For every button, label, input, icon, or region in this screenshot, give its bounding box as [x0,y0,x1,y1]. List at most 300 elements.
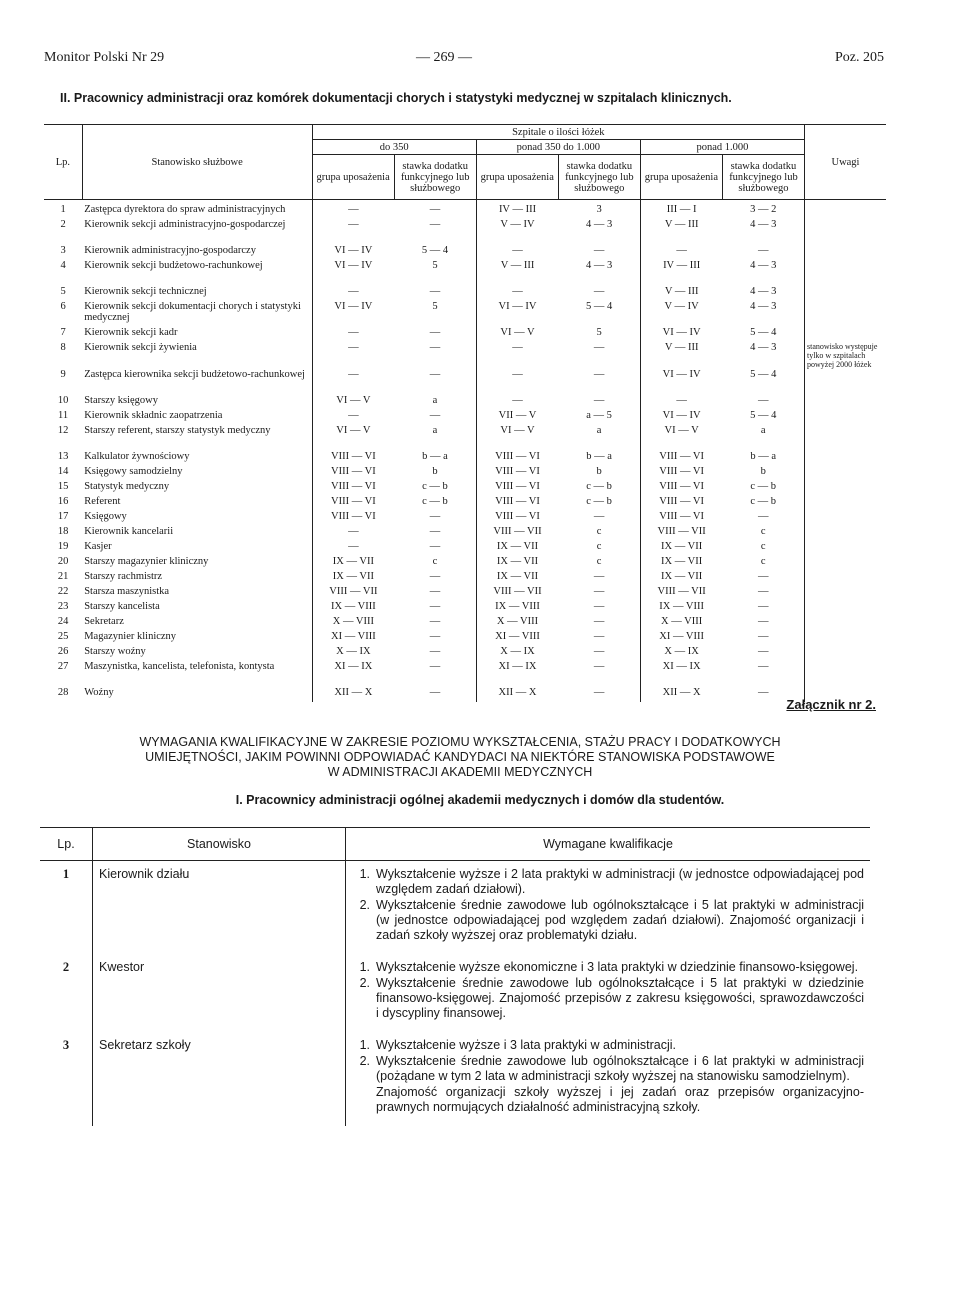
row-stawka: — [757,616,769,627]
row-uwagi [804,200,886,220]
requirement-text: Wykształcenie wyższe ekonomiczne i 3 lata praktyki w dziedzinie finansowo-księgowej. [376,960,859,974]
requirement-item [346,867,864,897]
row-stawka: c [760,541,766,552]
table-row [44,571,886,586]
row-grupa: — [476,369,558,395]
row-stawka: b — a [422,451,448,462]
row-grupa: XI — VIII [312,631,394,646]
row-number: 17 [57,511,69,522]
row-grupa: X — IX [312,646,394,661]
table-row [44,511,886,526]
row-grupa: — [312,410,394,425]
requirement-number: 2. [359,976,370,990]
row-grupa: VI — V [312,395,394,410]
row-grupa: IX — VII [312,556,394,571]
row-grupa: — [312,327,394,342]
row-stawka: 4 — 3 [750,260,777,271]
row-number: 9 [60,369,66,380]
row-stawka: 4 — 3 [750,342,777,353]
row-grupa: VIII — VII [476,526,558,541]
row-position: Starszy woźny [84,646,146,657]
table-row [44,369,886,395]
table-row [44,541,886,556]
row-stawka: 4 — 3 [585,219,613,230]
row-grupa: X — VIII [312,616,394,631]
row-grupa: VIII — VI [312,511,394,526]
row-number: 24 [57,616,69,627]
row-grupa: X — VIII [476,616,558,631]
table-row [44,451,886,466]
row-number: 1 [60,204,66,215]
row-grupa: XI — IX [312,661,394,687]
row-number: 12 [57,425,69,436]
table-row [44,661,886,687]
row-stawka: a [432,425,438,436]
row-grupa: XII — X [640,687,722,702]
row-stawka: b — a [586,451,612,462]
row-stawka: c — b [422,481,448,492]
attachment-label: Załącznik nr 2. [786,697,876,712]
qualifications-table-body [40,861,870,1127]
row-number: 10 [57,395,69,406]
row-grupa: XI — VIII [640,631,722,646]
row-stawka: b [596,466,602,477]
row-grupa: — [312,342,394,369]
table-row [44,601,886,616]
row-stawka: a [596,425,602,436]
row-uwagi [804,260,886,286]
row-grupa: VI — V [476,327,558,342]
requirement-text: Wykształcenie średnie zawodowe lub ogólnokształcące i 6 lat praktyki w administracji (pożądane w tym 2 lata w administracji szkoły wyższej na stanowisku samodzielnym). [376,1054,864,1083]
row-stawka: — [593,631,605,642]
row-stawka: — [429,616,441,627]
col-stawka: stawka dodatku funkcyjnego lub służbowego [394,155,476,200]
row-number: 22 [57,586,69,597]
row-stawka: — [429,646,441,657]
row-grupa: XI — IX [640,661,722,687]
row-uwagi [804,451,886,466]
table-row [44,395,886,410]
row-grupa: VIII — VI [640,496,722,511]
row-grupa: IX — VIII [476,601,558,616]
row-uwagi [804,661,886,687]
row-grupa: VIII — VI [476,496,558,511]
row-number: 4 [60,260,66,271]
positions-table-body [44,200,886,703]
row-number: 6 [60,301,66,312]
row-stawka: — [429,687,441,698]
row-stawka: c [760,526,766,537]
row-stawka: — [593,245,605,256]
table-row [44,301,886,327]
requirement-number [346,1085,376,1115]
row-stawka: 3 — 2 [750,204,777,215]
row-stawka: 5 — 4 [585,301,613,312]
row-stawka: — [757,646,769,657]
row-stawka: a [760,425,766,436]
row-position: Zastępca dyrektora do spraw administracyjnych [84,204,286,215]
row-position: Sekretarz [84,616,124,627]
row-uwagi [804,601,886,616]
row-grupa: IX — VII [640,571,722,586]
row-number: 2 [62,960,70,974]
row-position: Kierownik administracyjno-gospodarczy [84,245,256,256]
requirement-item [346,960,864,975]
row-grupa: VIII — VII [312,586,394,601]
row-uwagi [804,327,886,342]
row-uwagi [804,541,886,556]
row-grupa: — [312,369,394,395]
col-grupa: grupa uposażenia [476,155,558,200]
row-uwagi [804,286,886,301]
row-stawka: 5 [432,301,438,312]
row-grupa: VIII — VII [640,586,722,601]
row-position: Kierownik sekcji administracyjno-gospodarczej [84,219,286,230]
row-grupa: IX — VII [476,571,558,586]
row-grupa: V — III [640,342,722,369]
row-stawka: c — b [586,496,612,507]
row-position: Magazynier kliniczny [84,631,177,642]
table-row [44,200,886,220]
qualifications-table [40,827,870,1126]
row-position: Statystyk medyczny [84,481,170,492]
row-grupa: XII — X [312,687,394,702]
table-row [44,260,886,286]
row-uwagi [804,466,886,481]
table-row [44,481,886,496]
row-stawka: — [429,369,441,380]
row-stawka: c — b [422,496,448,507]
row-grupa: V — III [476,260,558,286]
table-row [44,219,886,245]
row-stawka: — [429,219,441,230]
row-uwagi [804,245,886,260]
col-grupa: grupa uposażenia [640,155,722,200]
table-row [44,556,886,571]
row-stawka: — [593,342,605,353]
row-grupa: V — IV [640,301,722,327]
row-grupa: IX — VII [476,556,558,571]
row-uwagi [804,425,886,451]
row-number: 19 [57,541,69,552]
requirement-item [346,976,864,1021]
col-group-2: ponad 350 do 1.000 [476,140,640,155]
row-stawka: 5 — 4 [421,245,449,256]
row-grupa: — [476,342,558,369]
row-position: Kalkulator żywnościowy [84,451,190,462]
row-stawka: 4 — 3 [750,286,777,297]
table-row [44,586,886,601]
row-stawka: c [432,556,438,567]
row-stawka: c — b [750,481,777,492]
row-grupa: VIII — VI [640,481,722,496]
col-group-3: ponad 1.000 [640,140,804,155]
row-grupa: VI — IV [312,301,394,327]
row-number: 11 [58,410,69,421]
row-number: 14 [57,466,69,477]
row-position: Księgowy samodzielny [84,466,183,477]
row-number: 1 [62,867,70,881]
row-stawka: c [596,541,602,552]
col-stanowisko: Stanowisko służbowe [82,125,312,200]
requirement-text: Wykształcenie średnie zawodowe lub ogólnokształcące i 5 lat praktyki w dziedzinie finansowo-księgowej. Znajomość przepisów z zakresu księgowości, sprawozdawczości i dyscypliny finansowej. [376,976,864,1020]
row-grupa: X — VIII [640,616,722,631]
table-row [44,526,886,541]
row-uwagi [804,369,886,395]
row-grupa: — [312,219,394,245]
row-stawka: — [757,395,769,406]
col-lp: Lp. [44,125,82,200]
row-stawka: — [593,571,605,582]
row-grupa: VIII — VI [312,451,394,466]
row-stawka: 5 [596,327,602,338]
row-position: Starszy magazynier kliniczny [84,556,209,567]
row-number: 27 [57,661,69,672]
row-uwagi [804,526,886,541]
row-grupa: VIII — VI [312,496,394,511]
row-stawka: — [757,511,769,522]
row-position: Starszy referent, starszy statystyk medyczny [84,425,271,436]
table-row [44,631,886,646]
row-requirements [346,861,871,955]
table-row [44,327,886,342]
positions-table [44,124,886,702]
row-position: Starszy kancelista [84,601,160,612]
table-row [44,410,886,425]
row-requirements [346,954,871,1032]
row-uwagi [804,481,886,496]
row-stawka: 4 — 3 [750,219,777,230]
page-header [44,50,884,70]
table-row [44,616,886,631]
row-grupa: V — III [640,219,722,245]
row-number: 26 [57,646,69,657]
requirement-item [346,1054,864,1084]
row-stawka: 3 [596,204,602,215]
row-grupa: X — IX [640,646,722,661]
section-heading: II. Pracownicy administracji oraz komórek dokumentacji chorych i statystyki medycznej w szpitalach klinicznych. [60,91,732,105]
col-szpitale: Szpitale o ilości łóżek [312,125,804,140]
row-uwagi [804,646,886,661]
row-stawka: — [757,571,769,582]
table-row [44,646,886,661]
requirement-number: 1. [359,960,370,974]
row-stawka: — [757,661,769,672]
requirements-title [40,735,880,780]
requirement-number: 2. [359,898,370,912]
row-number: 25 [57,631,69,642]
position-number: Poz. 205 [835,50,884,65]
row-position: Kierownik kancelarii [84,526,174,537]
row-stawka: c [596,526,602,537]
row-position: Kierownik działu [93,861,346,955]
table-row [44,425,886,451]
row-stawka: 5 — 4 [750,410,777,421]
requirement-text: Wykształcenie średnie zawodowe lub ogólnokształcące i 5 lat praktyki w administracji (w jednostce odpowiadającej pod względem zadań działowi). Znajomość organizacji i zadań szkoły wyższej oraz problematyki działu. [376,898,864,942]
row-number: 2 [60,219,66,230]
row-position: Kierownik składnic zaopatrzenia [84,410,223,421]
row-stawka: — [429,571,441,582]
row-grupa: — [640,245,722,260]
row-stawka: — [429,586,441,597]
row-stawka: b — a [750,451,777,462]
row-uwagi: stanowisko występuje tylko w szpitalach powyżej 2000 łóżek [804,342,886,369]
row-grupa: VIII — VI [476,451,558,466]
row-number: 20 [57,556,69,567]
row-stawka: b [760,466,766,477]
requirements-title-line: WYMAGANIA KWALIFIKACYJNE W ZAKRESIE POZIOMU WYKSZTAŁCENIA, STAŻU PRACY I DODATKOWYCH [139,735,781,749]
requirement-number: 1. [359,867,370,881]
requirement-number: 2. [359,1054,370,1068]
row-grupa: VIII — VI [476,481,558,496]
row-grupa: VI — IV [640,327,722,342]
row-stawka: 4 — 3 [750,301,777,312]
requirement-text: Wykształcenie wyższe i 3 lata praktyki w administracji. [376,1038,676,1052]
row-position: Kasjer [84,541,112,552]
row-grupa: V — III [640,286,722,301]
row-position: Starszy rachmistrz [84,571,163,582]
row-grupa: VIII — VI [640,466,722,481]
row-position: Maszynistka, kancelista, telefonista, kontysta [84,661,275,672]
col-lp: Lp. [40,828,93,861]
row-grupa: V — IV [476,219,558,245]
row-grupa: — [476,395,558,410]
row-grupa: VIII — VII [640,526,722,541]
row-number: 3 [60,245,66,256]
row-number: 28 [57,687,69,698]
row-grupa: VI — IV [312,245,394,260]
row-stawka: — [757,586,769,597]
requirement-item [346,898,864,943]
row-stawka: 5 — 4 [750,327,777,338]
subsection-heading: I. Pracownicy administracji ogólnej akademii medycznych i domów dla studentów. [235,793,725,807]
row-number: 23 [57,601,69,612]
row-number: 7 [60,327,66,338]
row-stawka: c — b [750,496,777,507]
row-uwagi [804,301,886,327]
row-position: Kierownik sekcji żywienia [84,342,197,353]
row-number: 18 [57,526,69,537]
table-row [40,1032,870,1126]
row-grupa: VI — IV [476,301,558,327]
row-grupa: IX — VII [640,556,722,571]
row-grupa: XI — VIII [476,631,558,646]
row-uwagi [804,395,886,410]
row-stawka: — [757,631,769,642]
row-position: Referent [84,496,121,507]
row-grupa: VIII — VI [312,481,394,496]
row-grupa: VIII — VI [640,451,722,466]
row-stawka: — [593,687,605,698]
row-grupa: VI — IV [640,410,722,425]
row-position: Starszy księgowy [84,395,159,406]
row-grupa: IX — VIII [312,601,394,616]
row-uwagi [804,616,886,631]
row-position: Księgowy [84,511,127,522]
row-grupa: VIII — VI [476,511,558,526]
row-uwagi [804,511,886,526]
row-grupa: IX — VII [312,571,394,586]
row-grupa: — [312,200,394,220]
row-number: 3 [62,1038,70,1052]
row-position: Sekretarz szkoły [93,1032,346,1126]
row-grupa: — [476,286,558,301]
row-stawka: — [593,601,605,612]
requirement-number: 1. [359,1038,370,1052]
row-grupa: VI — IV [312,260,394,286]
page-number: — 269 — [416,50,472,65]
row-grupa: VI — V [312,425,394,451]
row-uwagi [804,586,886,601]
row-position: Kwestor [93,954,346,1032]
row-grupa: — [312,541,394,556]
row-uwagi [804,631,886,646]
row-stawka: — [593,511,605,522]
row-position: Kierownik sekcji technicznej [84,286,207,297]
row-stawka: — [593,661,605,672]
row-grupa: VIII — VI [312,466,394,481]
table-row [44,342,886,369]
row-grupa: XI — IX [476,661,558,687]
col-wymagane: Wymagane kwalifikacje [346,828,871,861]
row-stawka: — [429,526,441,537]
row-stawka: — [429,410,441,421]
row-grupa: VI — V [640,425,722,451]
col-stawka: stawka dodatku funkcyjnego lub służbowego [558,155,640,200]
row-uwagi [804,571,886,586]
row-number: 13 [57,451,69,462]
row-stawka: 5 — 4 [750,369,777,380]
row-grupa: X — IX [476,646,558,661]
row-grupa: IX — VII [640,541,722,556]
row-stawka: — [593,616,605,627]
row-grupa: IV — III [640,260,722,286]
row-requirements [346,1032,871,1126]
requirement-item [346,1038,864,1053]
row-stawka: — [429,511,441,522]
row-stawka: — [429,204,441,215]
row-uwagi [804,556,886,571]
row-grupa: VI — V [476,425,558,451]
row-grupa: — [312,286,394,301]
col-stanowisko: Stanowisko [93,828,346,861]
row-grupa: IX — VII [476,541,558,556]
row-stawka: — [429,342,441,353]
row-uwagi [804,410,886,425]
row-stawka: — [429,631,441,642]
row-stawka: — [593,369,605,380]
row-position: Kierownik sekcji dokumentacji chorych i statystyki medycznej [84,301,301,323]
table-row [40,861,870,955]
row-stawka: a — 5 [586,410,612,421]
row-stawka: — [757,245,769,256]
row-grupa: VII — V [476,410,558,425]
row-grupa: VIII — VI [476,466,558,481]
row-uwagi [804,496,886,511]
row-grupa: VI — IV [640,369,722,395]
row-number: 8 [60,342,66,353]
row-stawka: — [429,661,441,672]
row-stawka: — [429,541,441,552]
row-stawka: c [760,556,766,567]
table-row [44,286,886,301]
row-number: 16 [57,496,69,507]
row-uwagi [804,219,886,245]
requirement-text: Znajomość organizacji szkoły wyższej i jej zadań oraz przepisów organizacyjno-prawnych normujących działalność administracyjną szkoły. [376,1085,864,1114]
table-row [44,687,886,702]
row-stawka: — [593,286,605,297]
row-stawka: — [593,395,605,406]
